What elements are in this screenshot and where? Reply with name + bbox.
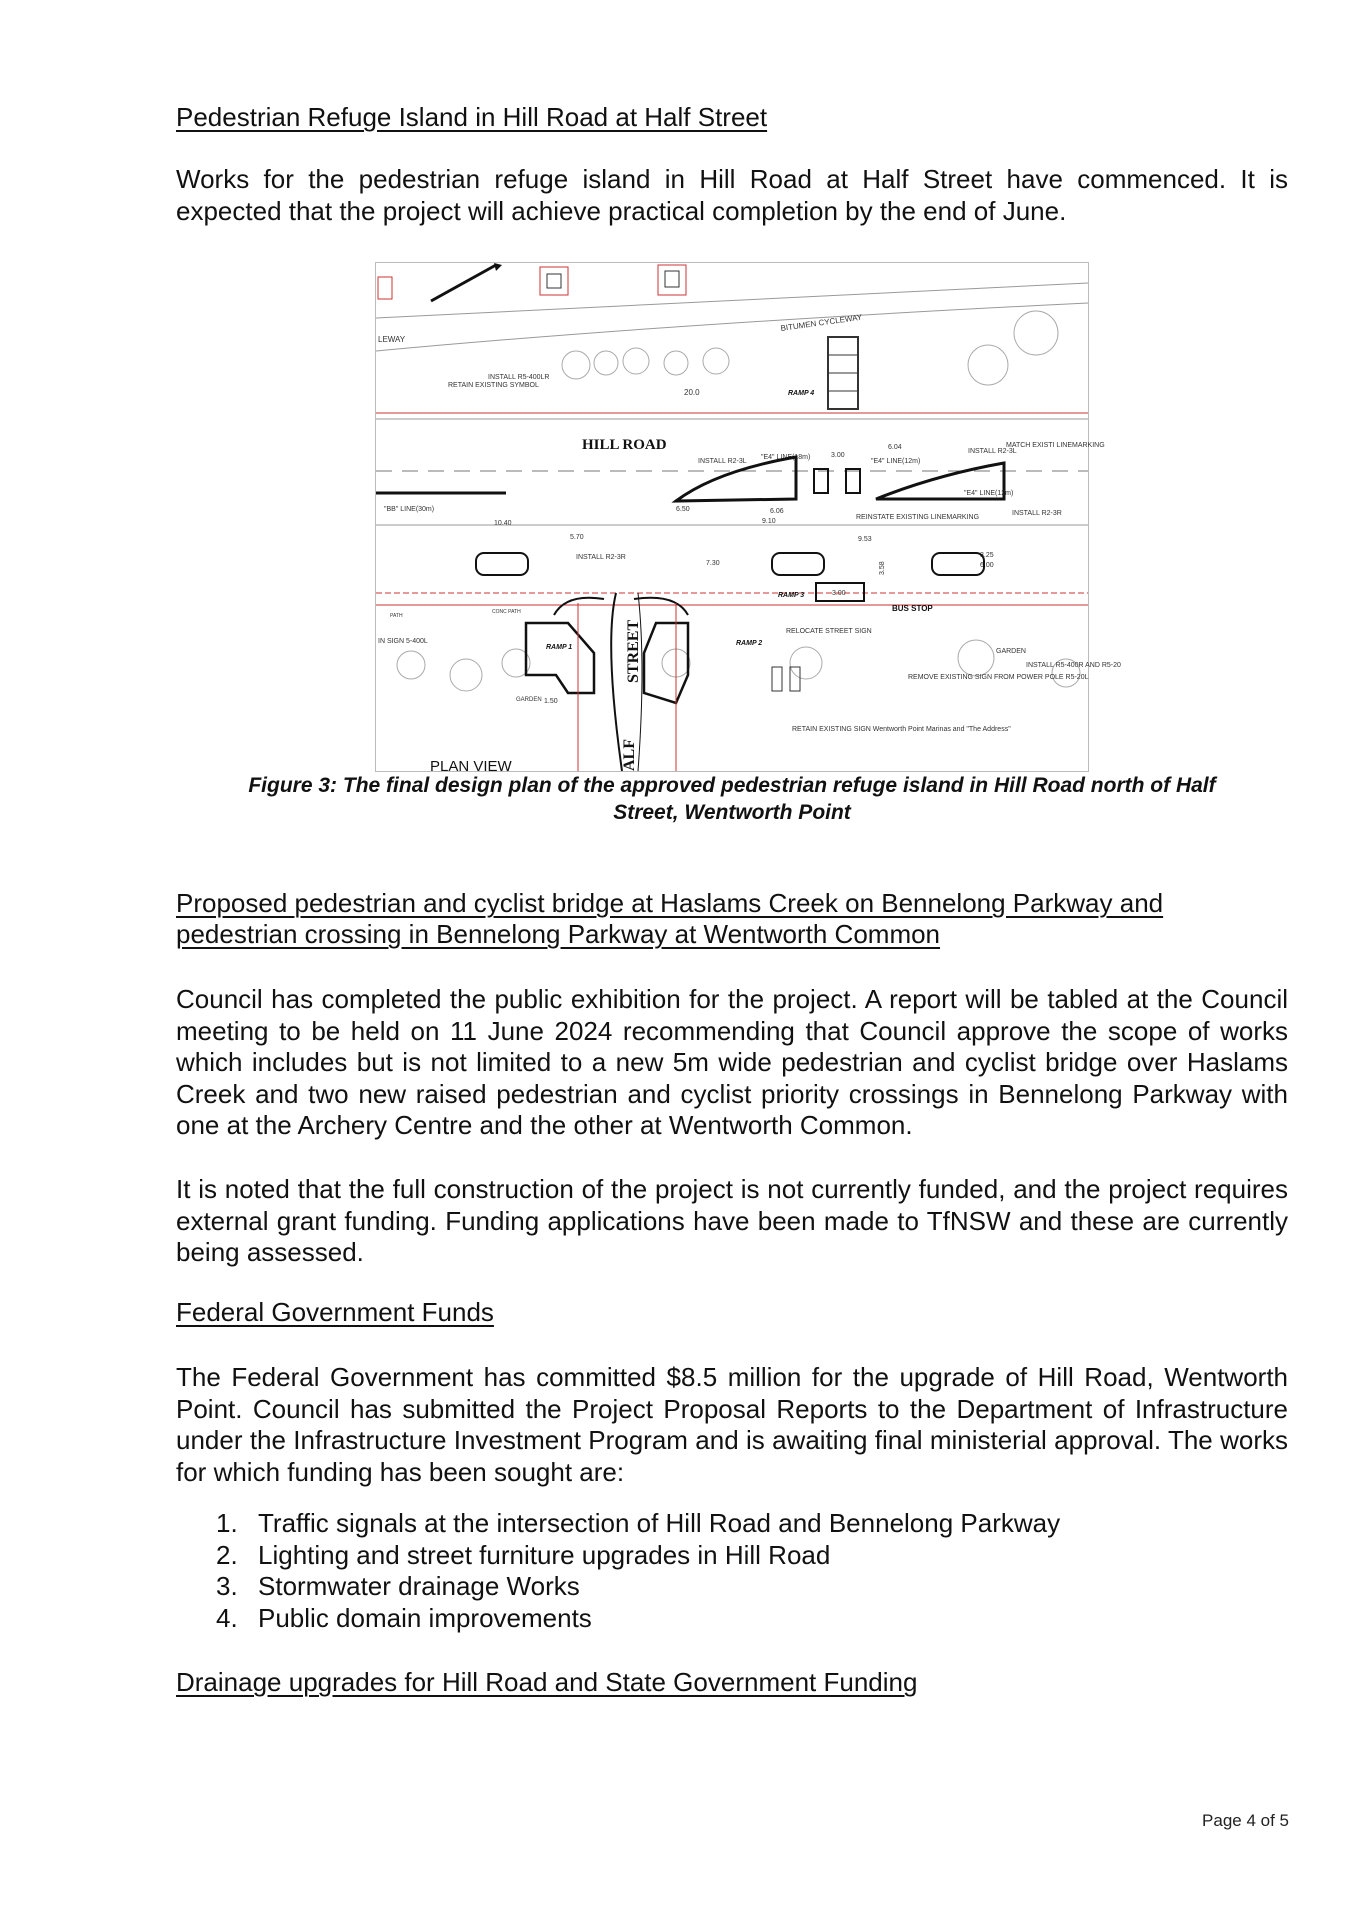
list-item: 3. Stormwater drainage Works [216, 1571, 580, 1601]
label-ramp3: RAMP 3 [778, 592, 805, 599]
figure-caption-line2: Street, Wentworth Point [613, 801, 851, 824]
figure-caption-line1: Figure 3: The final design plan of the approved pedestrian refuge island in Hill Road north of Half [248, 774, 1216, 797]
label-match-existing: MATCH EXISTI LINEMARKING [1006, 442, 1105, 449]
page-number: Page 4 of 5 [1202, 1811, 1289, 1830]
label-dim-150: 1.50 [544, 698, 558, 705]
design-plan-figure [375, 262, 1121, 775]
paragraph-bridge-2: It is noted that the full construction of the project is not currently funded, and the project requires external grant funding. Funding applications have been made to TfNSW and these are currently being assessed. [176, 1174, 1288, 1267]
section-heading-refuge: Pedestrian Refuge Island in Hill Road at Half Street [176, 102, 768, 132]
label-dim-650: 6.50 [676, 506, 690, 513]
label-dim-1040: 10.40 [494, 520, 512, 527]
label-sign-left: IN SIGN 5-400L [378, 638, 428, 645]
design-plan-drawing [376, 263, 1121, 775]
label-ramp1: RAMP 1 [546, 644, 573, 651]
paragraph-bridge-1: Council has completed the public exhibition for the project. A report will be tabled at the Council meeting to be held on 11 June 2024 recommending that Council approve the scope of works which includes but is not limited to a new 5m wide pedestrian and cyclist bridge over Haslams Creek and two new raised pedestrian and cyclist priority crossings in Bennelong Parkway with one at the Archery Centre and the other at Wentworth Common. [176, 984, 1288, 1140]
label-remove: REMOVE EXISTING SIGN FROM POWER POLE R5-20L [908, 674, 1089, 681]
label-install-r5: INSTALL R5-400LR [488, 374, 550, 381]
label-retain-existing: RETAIN EXISTING SYMBOL [448, 382, 539, 389]
funding-works-list [216, 1508, 1060, 1634]
label-garden-b: GARDEN [996, 648, 1026, 655]
label-e4-line-12a: "E4" LINE(12m) [871, 458, 921, 465]
label-cycleway-left: LEWAY [378, 335, 406, 344]
label-bus-stop: BUS STOP [892, 604, 933, 613]
label-dim-358: 3.58 [879, 561, 886, 575]
label-reinstate: REINSTATE EXISTING LINEMARKING [856, 514, 980, 521]
label-bb-line: "BB" LINE(30m) [384, 506, 435, 513]
label-dim-600: 6.00 [980, 562, 994, 569]
section-heading-bridge-line2: pedestrian crossing in Bennelong Parkway at Wentworth Common [176, 919, 941, 949]
label-dim-20: 20.0 [684, 388, 700, 397]
label-install-r5-400r: INSTALL R5-400R AND R5-20 [1026, 662, 1121, 669]
label-dim-953: 9.53 [858, 536, 872, 543]
list-item: 1. Traffic signals at the intersection of Hill Road and Bennelong Parkway [216, 1508, 1061, 1538]
label-relocate: RELOCATE STREET SIGN [786, 628, 872, 635]
label-install-r2-3r-a: INSTALL R2-3R [576, 554, 626, 561]
label-dim-325: 3.25 [980, 552, 994, 559]
label-plan-view: PLAN VIEW [430, 758, 512, 775]
list-item: 4. Public domain improvements [216, 1602, 592, 1633]
label-hill-road: HILL ROAD [582, 437, 667, 453]
label-dim-730: 7.30 [706, 560, 720, 567]
paragraph-refuge: Works for the pedestrian refuge island in Hill Road at Half Street have commenced. It is expected that the project will achieve practical completion by the end of June. [176, 164, 1288, 226]
label-e4-line-12b: "E4" LINE(12m) [964, 490, 1014, 497]
label-dim-300b: 3.00 [832, 590, 846, 597]
label-street: STREET [625, 619, 642, 683]
list-item: 2. Lighting and street furniture upgrades in Hill Road [216, 1539, 831, 1570]
label-install-r2-3l-b: INSTALL R2-3L [968, 448, 1017, 455]
label-install-r2-3r-b: INSTALL R2-3R [1012, 510, 1062, 517]
section-heading-federal: Federal Government Funds [176, 1297, 494, 1327]
label-garden-a: GARDEN [516, 697, 542, 703]
label-dim-604: 6.04 [888, 444, 902, 451]
section-heading-drainage: Drainage upgrades for Hill Road and State Government Funding [176, 1667, 918, 1697]
label-dim-3: 3.00 [831, 452, 845, 459]
label-half: ALF [621, 739, 638, 771]
label-retain-sign: RETAIN EXISTING SIGN Wentworth Point Marinas and "The Address" [792, 726, 1011, 733]
label-dim-606: 6.06 [770, 508, 784, 515]
label-e4-line-18: "E4" LINE(18m) [761, 454, 811, 461]
label-dim-570: 5.70 [570, 534, 584, 541]
label-dim-910: 9.10 [762, 518, 776, 525]
label-ramp2: RAMP 2 [736, 640, 763, 647]
paragraph-federal: The Federal Government has committed $8.5 million for the upgrade of Hill Road, Wentworth Point. Council has submitted the Project Proposal Reports to the Department of Infrastructure under the Infrastructure Investment Program and is awaiting final ministerial approval. The works for which funding has been sought are: [176, 1362, 1288, 1487]
label-path: PATH [390, 613, 403, 619]
label-conc-path: CONC PATH [492, 609, 521, 615]
label-ramp4: RAMP 4 [788, 390, 815, 397]
label-install-r2-3l-a: INSTALL R2-3L [698, 458, 747, 465]
label-bitumen-cycleway: BITUMEN CYCLEWAY [780, 312, 863, 333]
section-heading-bridge-line1: Proposed pedestrian and cyclist bridge at Haslams Creek on Bennelong Parkway and [176, 888, 1164, 918]
